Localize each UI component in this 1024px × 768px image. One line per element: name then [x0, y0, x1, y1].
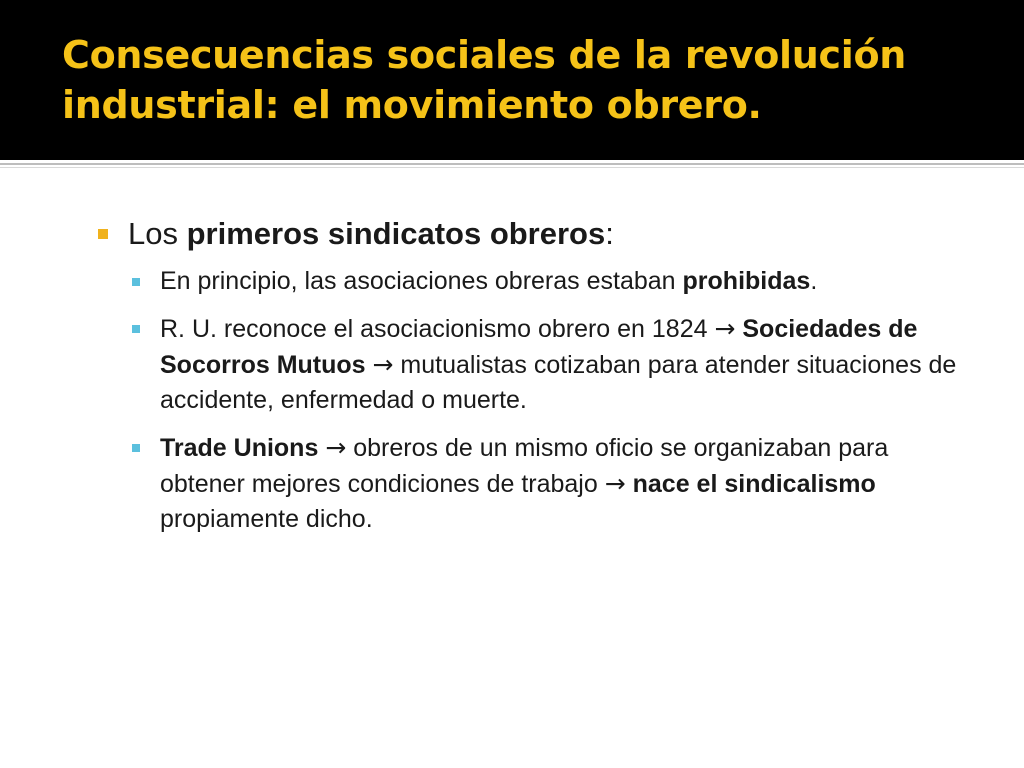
- right-arrow-icon: →: [325, 433, 347, 462]
- sub-bullet-bold: prohibidas: [682, 267, 811, 295]
- slide-title: Consecuencias sociales de la revolución industrial: el movimiento obrero.: [62, 33, 907, 127]
- sub-bullet-text: obreros de un mismo oficio se organizaban para obtener mejores condiciones de trabajo: [160, 434, 889, 498]
- divider-line-thin: [0, 167, 1024, 168]
- square-bullet-icon: [132, 278, 140, 286]
- sub-bullet-bold: Sociedades de Socorros Mutuos: [160, 315, 918, 379]
- main-bullet-bold: primeros sindicatos obreros: [186, 216, 606, 251]
- sub-bullet-trade-unions: [90, 430, 970, 537]
- slide-content: [90, 212, 970, 549]
- sub-bullet-text: mutualistas cotizaban para atender situaciones de accidente, enfermedad o muerte.: [160, 351, 957, 414]
- sub-bullet-bold: Trade Unions: [160, 434, 319, 462]
- divider-line: [0, 163, 1024, 165]
- square-bullet-icon: [132, 325, 140, 333]
- sub-bullet-text: En principio, las asociaciones obreras estaban: [160, 267, 683, 295]
- title-bar: [0, 0, 1024, 160]
- square-bullet-icon: [132, 444, 140, 452]
- sub-bullet-text: propiamente dicho.: [160, 505, 373, 533]
- right-arrow-icon: →: [604, 469, 626, 498]
- main-bullet-suffix: :: [605, 216, 614, 251]
- right-arrow-icon: →: [372, 350, 394, 379]
- sub-bullet-socorros-mutuos: [90, 311, 970, 418]
- square-bullet-icon: [98, 229, 108, 239]
- sub-bullet-prohibidas: [90, 264, 970, 299]
- sub-bullet-bold: nace el sindicalismo: [632, 470, 876, 498]
- sub-bullet-text: .: [810, 267, 818, 295]
- main-bullet-prefix: Los: [128, 216, 187, 251]
- sub-bullet-text: R. U. reconoce el asociacionismo obrero en 1824: [160, 315, 715, 343]
- right-arrow-icon: →: [714, 314, 736, 343]
- main-bullet: [90, 212, 970, 256]
